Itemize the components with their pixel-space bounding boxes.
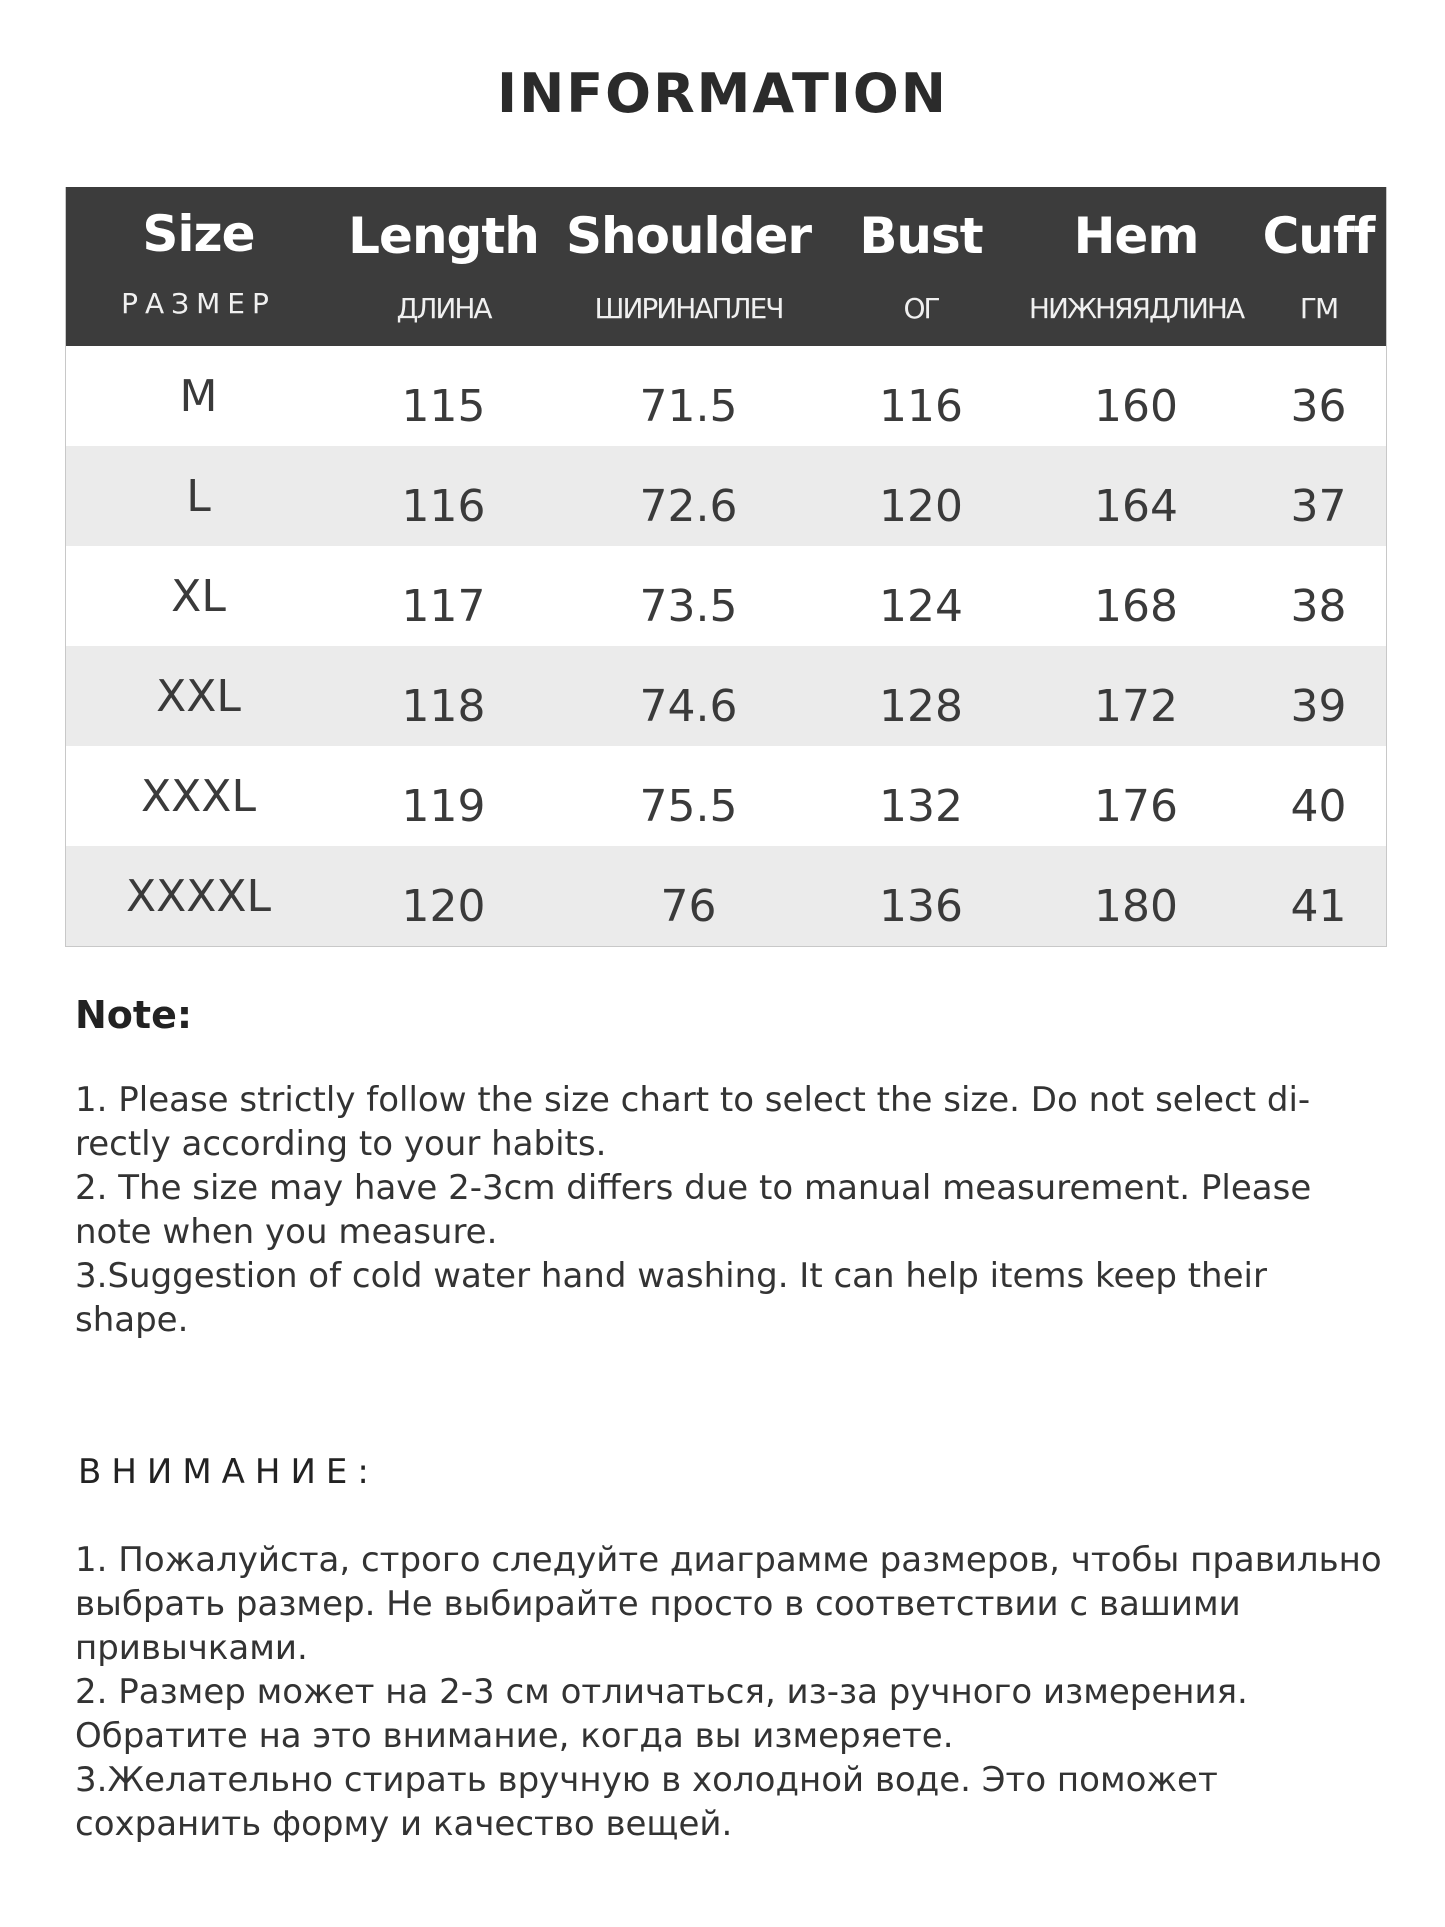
header-size-ru: РАЗМЕР bbox=[121, 287, 276, 320]
attention-line: выбрать размер. Не выбирайте просто в соответствии с вашими bbox=[75, 1584, 1241, 1624]
cell-hem bbox=[1021, 546, 1251, 646]
cell-text: 128 bbox=[879, 681, 963, 732]
cell-text: 136 bbox=[879, 881, 963, 932]
table-row bbox=[66, 446, 1386, 546]
cell-hem bbox=[1021, 346, 1251, 446]
cell-cuff bbox=[1251, 646, 1386, 746]
note-line: rectly according to your habits. bbox=[75, 1124, 607, 1164]
cell-text: M bbox=[179, 371, 218, 422]
cell-text: 40 bbox=[1290, 781, 1347, 832]
cell-cuff bbox=[1251, 746, 1386, 846]
note-line: 2. The size may have 2-3cm differs due to manual measurement. Please bbox=[75, 1168, 1312, 1208]
table-row bbox=[66, 746, 1386, 846]
cell-text: 172 bbox=[1094, 681, 1178, 732]
header-hem-ru: НИЖНЯЯДЛИНА bbox=[1028, 292, 1244, 325]
cell-cuff bbox=[1251, 446, 1386, 546]
cell-hem bbox=[1021, 746, 1251, 846]
cell-bust bbox=[821, 446, 1021, 546]
header-cuff bbox=[1251, 187, 1386, 346]
attention-line: 3.Желательно стирать вручную в холодной воде. Это поможет bbox=[75, 1760, 1218, 1800]
header-hem-en: Hem bbox=[1073, 207, 1199, 265]
header-size-en: Size bbox=[142, 205, 255, 263]
header-shoulder bbox=[556, 187, 821, 346]
cell-cuff bbox=[1251, 846, 1386, 946]
cell-text: XXXL bbox=[141, 771, 256, 822]
cell-text: 124 bbox=[879, 581, 963, 632]
cell-text: 71.5 bbox=[639, 381, 738, 432]
cell-cuff bbox=[1251, 346, 1386, 446]
header-bust-en: Bust bbox=[859, 207, 983, 265]
cell-size bbox=[66, 346, 331, 446]
cell-text: 38 bbox=[1290, 581, 1347, 632]
cell-shoulder bbox=[556, 846, 821, 946]
cell-text: 160 bbox=[1094, 381, 1178, 432]
cell-length bbox=[331, 846, 556, 946]
cell-length bbox=[331, 546, 556, 646]
cell-text: 118 bbox=[401, 681, 486, 732]
cell-text: 120 bbox=[879, 481, 963, 532]
cell-text: 72.6 bbox=[639, 481, 738, 532]
cell-text: 116 bbox=[401, 481, 486, 532]
note-line: 3.Suggestion of cold water hand washing. It can help items keep their bbox=[75, 1256, 1267, 1296]
cell-size bbox=[66, 846, 331, 946]
header-bust bbox=[821, 187, 1021, 346]
header-cuff-ru: ГМ bbox=[1299, 292, 1338, 325]
cell-text: XXXXL bbox=[125, 871, 272, 922]
attention-line: 2. Размер может на 2-3 см отличаться, из-за ручного измерения. bbox=[75, 1672, 1248, 1712]
cell-text: XL bbox=[171, 571, 226, 622]
note-line: shape. bbox=[75, 1300, 189, 1340]
cell-bust bbox=[821, 546, 1021, 646]
cell-text: 168 bbox=[1094, 581, 1178, 632]
cell-shoulder bbox=[556, 746, 821, 846]
cell-text: 119 bbox=[401, 781, 486, 832]
note-text bbox=[75, 1078, 1375, 1342]
note-line: 1. Please strictly follow the size chart to select the size. Do not select di- bbox=[75, 1080, 1311, 1120]
cell-size bbox=[66, 746, 331, 846]
page-title: INFORMATION bbox=[496, 62, 949, 125]
attention-line: 1. Пожалуйста, строго следуйте диаграмме размеров, чтобы правильно bbox=[75, 1540, 1382, 1580]
cell-length bbox=[331, 646, 556, 746]
cell-text: 132 bbox=[879, 781, 963, 832]
header-shoulder-en: Shoulder bbox=[565, 207, 812, 265]
cell-text: 117 bbox=[401, 581, 486, 632]
cell-bust bbox=[821, 846, 1021, 946]
header-length-en: Length bbox=[348, 207, 539, 265]
table-row bbox=[66, 546, 1386, 646]
table-row bbox=[66, 646, 1386, 746]
header-shoulder-ru: ШИРИНАПЛЕЧ bbox=[594, 292, 783, 325]
cell-length bbox=[331, 346, 556, 446]
cell-text: 164 bbox=[1094, 481, 1178, 532]
cell-text: 115 bbox=[401, 381, 486, 432]
cell-size bbox=[66, 546, 331, 646]
attention-line: Обратите на это внимание, когда вы измеряете. bbox=[75, 1716, 954, 1756]
attention-text bbox=[75, 1538, 1385, 1846]
cell-shoulder bbox=[556, 546, 821, 646]
attention-line: привычками. bbox=[75, 1628, 308, 1668]
header-length bbox=[331, 187, 556, 346]
cell-size bbox=[66, 446, 331, 546]
cell-text: 75.5 bbox=[639, 781, 738, 832]
attention-line: сохранить форму и качество вещей. bbox=[75, 1804, 733, 1844]
cell-text: 41 bbox=[1290, 881, 1347, 932]
cell-shoulder bbox=[556, 646, 821, 746]
cell-text: 180 bbox=[1094, 881, 1178, 932]
cell-text: L bbox=[186, 471, 211, 522]
table-header bbox=[66, 187, 1386, 346]
header-cuff-en: Cuff bbox=[1262, 207, 1375, 265]
attention-heading: ВНИМАНИЕ: bbox=[78, 1452, 379, 1492]
header-bust-ru: ОГ bbox=[903, 292, 939, 325]
note-heading: Note: bbox=[75, 993, 193, 1037]
table-row bbox=[66, 846, 1386, 946]
cell-text: 74.6 bbox=[639, 681, 738, 732]
table-row bbox=[66, 346, 1386, 446]
cell-text: XXL bbox=[156, 671, 241, 722]
cell-length bbox=[331, 746, 556, 846]
header-size bbox=[66, 187, 331, 346]
note-line: note when you measure. bbox=[75, 1212, 498, 1252]
cell-text: 37 bbox=[1290, 481, 1347, 532]
header-length-ru: ДЛИНА bbox=[396, 292, 491, 325]
cell-text: 176 bbox=[1094, 781, 1178, 832]
cell-text: 76 bbox=[660, 881, 717, 932]
cell-length bbox=[331, 446, 556, 546]
cell-text: 39 bbox=[1290, 681, 1347, 732]
cell-shoulder bbox=[556, 446, 821, 546]
cell-bust bbox=[821, 746, 1021, 846]
cell-hem bbox=[1021, 646, 1251, 746]
cell-shoulder bbox=[556, 346, 821, 446]
cell-cuff bbox=[1251, 546, 1386, 646]
cell-hem bbox=[1021, 446, 1251, 546]
cell-text: 73.5 bbox=[639, 581, 738, 632]
cell-bust bbox=[821, 646, 1021, 746]
table-body bbox=[66, 346, 1386, 946]
cell-text: 36 bbox=[1290, 381, 1347, 432]
header-hem bbox=[1021, 187, 1251, 346]
cell-size bbox=[66, 646, 331, 746]
cell-text: 120 bbox=[401, 881, 486, 932]
cell-hem bbox=[1021, 846, 1251, 946]
cell-text: 116 bbox=[879, 381, 963, 432]
cell-bust bbox=[821, 346, 1021, 446]
size-chart-table bbox=[65, 187, 1387, 947]
